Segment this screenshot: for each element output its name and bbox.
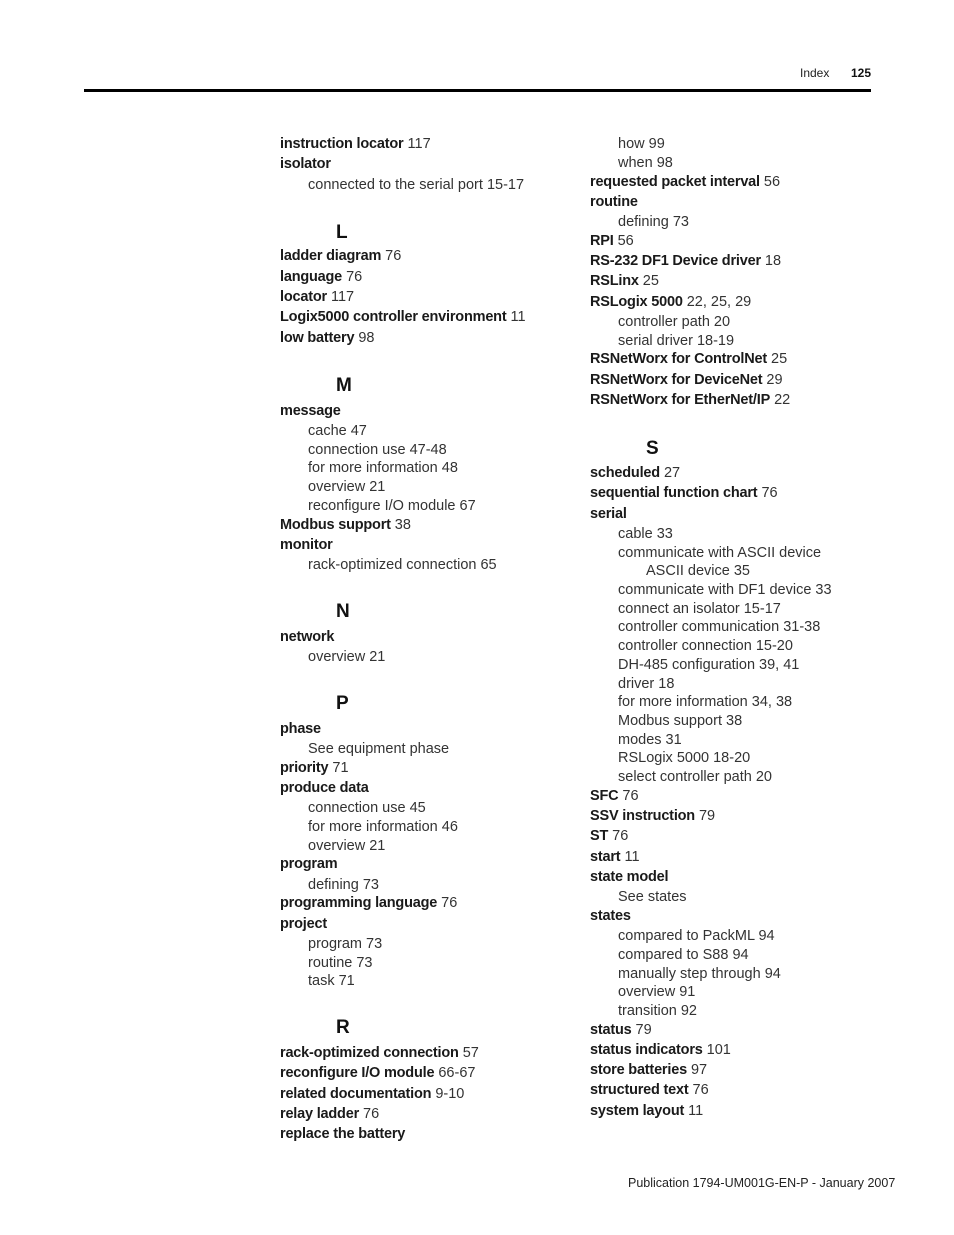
index-subentry: connected to the serial port 15-17 [308,177,525,193]
index-page-refs: 76 [757,485,778,501]
index-letter-heading: N [336,601,350,622]
index-subentry: program 73 [308,936,383,952]
index-entry [590,1022,652,1038]
index-term: RSNetWorx for ControlNet [590,351,767,367]
index-page-refs: 117 [403,136,431,152]
index-subentry: select controller path 20 [618,769,772,785]
index-entry [280,1045,479,1061]
index-subentry: connection use 45 [308,800,426,816]
index-term: store batteries [590,1062,687,1078]
index-page-refs: 25 [638,273,659,289]
index-subentry: overview 91 [618,984,696,1000]
index-term: program [280,856,338,872]
index-entry [590,392,790,408]
index-page-refs: 76 [359,1106,380,1122]
index-page-refs: 11 [620,849,640,865]
index-subentry: overview 21 [308,838,386,854]
index-subentry: RSLogix 5000 18-20 [618,750,751,766]
index-entry [590,869,668,885]
index-subentry: rack-optimized connection 65 [308,557,497,573]
index-page-refs: 22, 25, 29 [682,294,752,310]
index-subentry: cable 33 [618,526,673,542]
index-term: low battery [280,330,355,346]
index-subentry: cache 47 [308,423,367,439]
index-entry [280,269,362,285]
index-page-refs: 22 [770,392,791,408]
index-entry [280,780,369,796]
index-page-refs: 76 [608,828,629,844]
index-page-refs: 79 [631,1022,652,1038]
index-term: RSLinx [590,273,639,289]
index-subentry: for more information 34, 38 [618,694,793,710]
index-term: reconfigure I/O module [280,1065,435,1081]
index-subentry: overview 21 [308,479,386,495]
index-term: project [280,916,327,932]
index-page-refs: 25 [767,351,788,367]
index-page-refs: 76 [342,269,363,285]
index-entry [590,273,659,289]
index-term: start [590,849,621,865]
index-subentry: driver 18 [618,676,675,692]
index-page-refs: 11 [506,309,526,325]
index-entry [280,403,341,419]
index-letter-heading: S [646,438,659,459]
index-term: phase [280,721,321,737]
index-page-refs: 76 [688,1082,709,1098]
index-term: language [280,269,343,285]
index-entry [590,465,680,481]
index-subentry: when 98 [618,155,673,171]
index-subentry: See states [618,889,687,905]
index-subentry-continuation: ASCII device 35 [646,563,750,579]
index-subentry: modes 31 [618,732,682,748]
index-page-refs: 27 [659,465,681,481]
index-entry [590,788,639,804]
index-term: SFC [590,788,619,804]
index-subentry: routine 73 [308,955,373,971]
index-subentry: controller connection 15-20 [618,638,793,654]
index-term: rack-optimized connection [280,1045,459,1061]
index-entry [590,1042,731,1058]
index-entry [590,1103,703,1119]
index-subentry: serial driver 18-19 [618,333,735,349]
index-subentry: how 99 [618,136,665,152]
index-entry [280,721,321,737]
index-subentry: defining 73 [618,214,689,230]
index-page-refs: 29 [762,372,783,388]
index-entry [590,294,751,310]
index-term: isolator [280,156,331,172]
index-term: SSV instruction [590,808,695,824]
index-page-refs: 76 [618,788,639,804]
index-term: routine [590,194,638,210]
index-entry [590,1062,707,1078]
index-term: replace the battery [280,1126,406,1142]
index-entry [280,537,333,553]
index-entry [280,895,457,911]
index-term: serial [590,506,627,522]
index-subentry: compared to S88 94 [618,947,749,963]
index-term: RSLogix 5000 [590,294,683,310]
header-rule [84,89,871,92]
index-subentry: connect an isolator 15-17 [618,601,781,617]
index-entry [590,828,628,844]
index-entry [590,194,638,210]
index-subentry: overview 21 [308,649,386,665]
index-entry [280,629,334,645]
index-term: monitor [280,537,333,553]
index-entry [280,1065,475,1081]
index-term: network [280,629,335,645]
publication-footer: Publication 1794-UM001G-EN-P - January 2007 [628,1176,896,1190]
index-subentry: for more information 46 [308,819,458,835]
index-entry [280,136,431,152]
index-entry [590,1082,709,1098]
index-page-refs: 18 [760,253,782,269]
index-page-refs: 76 [437,895,458,911]
index-subentry: connection use 47-48 [308,442,447,458]
index-term: priority [280,760,329,776]
index-term: ladder diagram [280,248,382,264]
index-page-refs: 9-10 [431,1086,465,1102]
index-entry [590,174,780,190]
index-page-refs: 101 [702,1042,731,1058]
index-term: produce data [280,780,369,796]
index-letter-heading: M [336,375,352,396]
index-page-refs: 98 [354,330,375,346]
index-entry [590,253,781,269]
index-subentry: transition 92 [618,1003,697,1019]
index-entry [590,233,634,249]
header-section-label: Index [800,66,830,80]
index-entry [590,908,631,924]
index-page-refs: 56 [759,174,781,190]
index-term: system layout [590,1103,685,1119]
header-page-number: 125 [851,66,872,80]
index-page-refs: 11 [684,1103,704,1119]
index-entry [280,1106,379,1122]
index-entry [590,849,640,865]
index-subentry: communicate with DF1 device 33 [618,582,832,598]
index-entry [280,289,354,305]
index-term: relay ladder [280,1106,360,1122]
index-entry [280,156,331,172]
index-term: locator [280,289,327,305]
index-subentry: DH-485 configuration 39, 41 [618,657,800,673]
index-subentry: controller path 20 [618,314,731,330]
index-subentry: See equipment phase [308,741,450,757]
index-letter-heading: L [336,222,348,243]
index-term: status indicators [590,1042,703,1058]
index-entry [280,1126,405,1142]
index-term: programming language [280,895,438,911]
index-entry [280,309,526,325]
index-term: sequential function chart [590,485,758,501]
index-entry [280,248,401,264]
index-entry [280,517,411,533]
index-entry [280,1086,464,1102]
index-term: Modbus support [280,517,391,533]
index-page-refs: 38 [390,517,411,533]
index-term: RPI [590,233,614,249]
index-term: RSNetWorx for EtherNet/IP [590,392,771,408]
index-entry [280,760,349,776]
index-subentry: reconfigure I/O module 67 [308,498,476,514]
index-entry [590,372,783,388]
index-term: related documentation [280,1086,432,1102]
index-term: structured text [590,1082,689,1098]
index-subentry: compared to PackML 94 [618,928,775,944]
index-subentry: manually step through 94 [618,966,781,982]
index-term: message [280,403,341,419]
index-subentry: controller communication 31-38 [618,619,821,635]
index-letter-heading: P [336,693,349,714]
index-page-refs: 66-67 [434,1065,476,1081]
index-entry [590,485,778,501]
index-page-refs: 117 [326,289,355,305]
index-term: states [590,908,631,924]
index-entry [590,351,787,367]
index-term: RSNetWorx for DeviceNet [590,372,763,388]
index-entry [590,506,627,522]
index-subentry: task 71 [308,973,355,989]
index-page-refs: 79 [694,808,716,824]
index-subentry: communicate with ASCII device [618,545,822,561]
index-letter-heading: R [336,1017,350,1038]
index-subentry: Modbus support 38 [618,713,743,729]
index-subentry: for more information 48 [308,460,458,476]
index-term: ST [590,828,609,844]
index-term: scheduled [590,465,660,481]
index-page-refs: 57 [458,1045,479,1061]
index-term: requested packet interval [590,174,760,190]
index-term: RS-232 DF1 Device driver [590,253,761,269]
index-entry [280,916,327,932]
index-page-refs: 71 [328,760,349,776]
index-term: status [590,1022,632,1038]
index-page-refs: 97 [686,1062,708,1078]
index-page-refs: 76 [381,248,402,264]
index-term: Logix5000 controller environment [280,309,507,325]
index-term: state model [590,869,669,885]
index-subentry: defining 73 [308,877,379,893]
index-entry [280,856,337,872]
index-entry [280,330,375,346]
index-term: instruction locator [280,136,404,152]
index-entry [590,808,715,824]
index-page-refs: 56 [613,233,634,249]
